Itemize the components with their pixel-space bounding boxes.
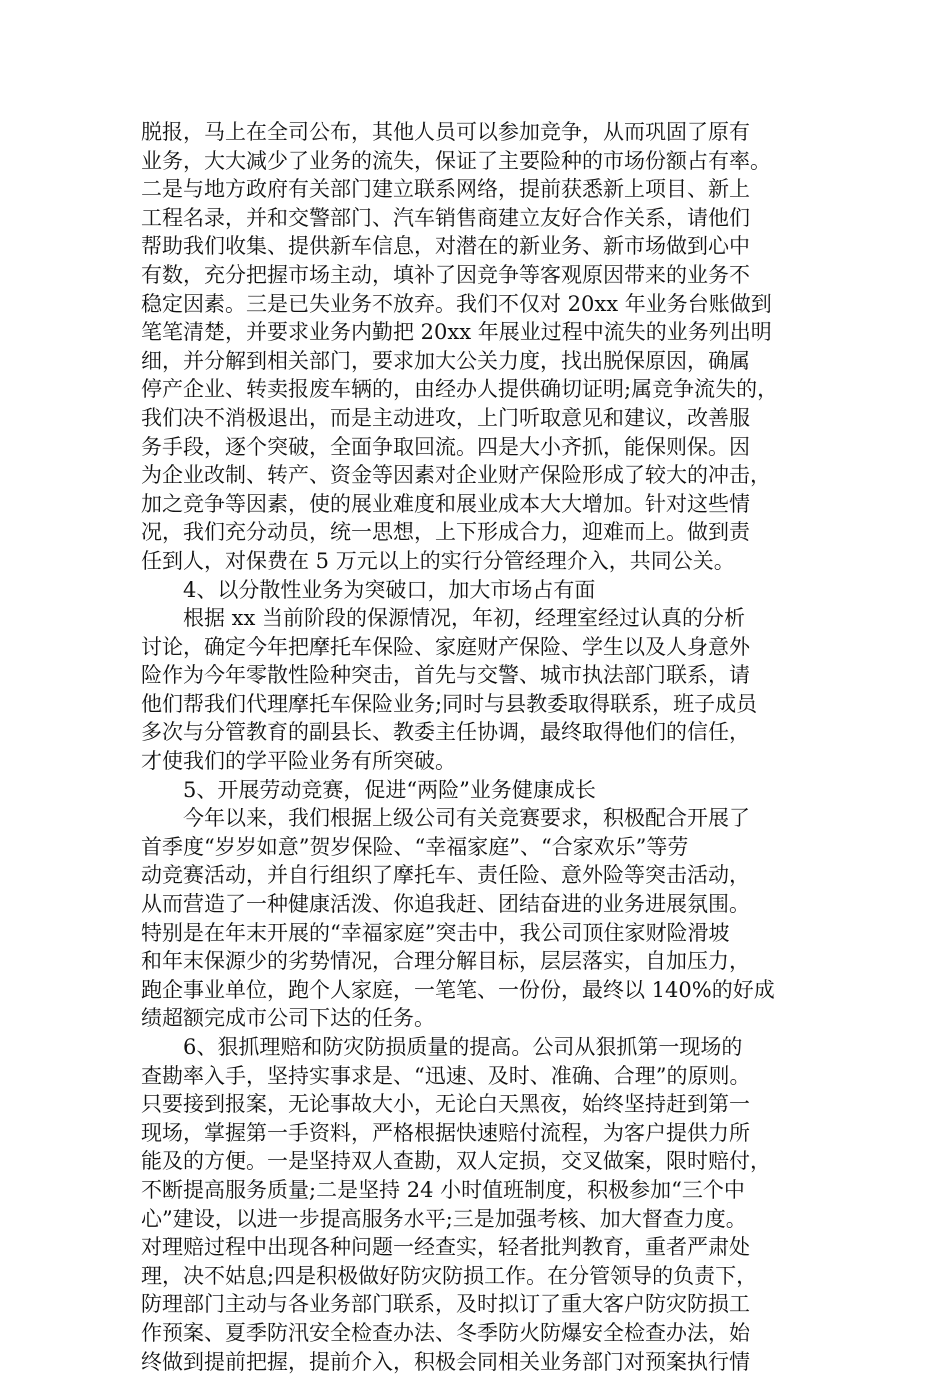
text-line: 理，决不姑息;四是积极做好防灾防损工作。在分管领导的负责下， — [141, 1263, 758, 1288]
text-line: 务手段，逐个突破，全面争取回流。四是大小齐抓，能保则保。因 — [141, 434, 750, 459]
text-line: 他们帮我们代理摩托车保险业务;同时与县教委取得联系，班子成员 — [141, 691, 758, 716]
text-line: 险作为今年零散性险种突击，首先与交警、城市执法部门联系，请 — [141, 663, 750, 688]
text-line: 不断提高服务质量;二是坚持 24 小时值班制度，积极参加“三个中 — [141, 1177, 745, 1202]
text-line: 今年以来，我们根据上级公司有关竞赛要求，积极配合开展了 — [183, 806, 750, 831]
text-line: 讨论，确定今年把摩托车保险、家庭财产保险、学生以及人身意外 — [141, 634, 750, 659]
text-line: 任到人，对保费在 5 万元以上的实行分管经理介入，共同公关。 — [141, 548, 735, 573]
text-line: 业务，大大减少了业务的流失，保证了主要险种的市场份额占有率。 — [141, 148, 771, 173]
text-line: 我们决不消极退出，而是主动进攻，上门听取意见和建议，改善服 — [141, 405, 750, 430]
text-line: 绩超额完成市公司下达的任务。 — [141, 1006, 435, 1031]
text-line: 笔笔清楚，并要求业务内勤把 20xx 年展业过程中流失的业务列出明 — [141, 320, 772, 345]
text-line: 停产企业、转卖报废车辆的，由经办人提供确切证明;属竞争流失的， — [141, 377, 779, 402]
text-line: 帮助我们收集、提供新车信息，对潜在的新业务、新市场做到心中 — [141, 234, 750, 259]
text-line: 工程名录，并和交警部门、汽车销售商建立友好合作关系，请他们 — [141, 205, 750, 230]
text-line: 终做到提前把握，提前介入，积极会同相关业务部门对预案执行情 — [141, 1349, 750, 1374]
text-line: 从而营造了一种健康活泼、你追我赶、团结奋进的业务进展氛围。 — [141, 892, 750, 917]
text-line: 脱报，马上在全司公布，其他人员可以参加竞争，从而巩固了原有 — [141, 120, 750, 144]
text-line: 6、狠抓理赔和防灾防损质量的提高。公司从狠抓第一现场的 — [183, 1035, 743, 1059]
text-line: 加之竞争等因素，使的展业难度和展业成本大大增加。针对这些情 — [141, 491, 750, 516]
document-body — [141, 118, 813, 1376]
text-line: 稳定因素。三是已失业务不放弃。我们不仅对 20xx 年业务台账做到 — [141, 291, 772, 316]
text-line: 现场，掌握第一手资料，严格根据快速赔付流程，为客户提供力所 — [141, 1120, 750, 1145]
text-line: 有数，充分把握市场主动，填补了因竞争等客观原因带来的业务不 — [141, 262, 750, 287]
text-line: 二是与地方政府有关部门建立联系网络，提前获悉新上项目、新上 — [141, 177, 750, 202]
text-line: 动竞赛活动，并自行组织了摩托车、责任险、意外险等突击活动， — [141, 863, 750, 888]
text-line: 查勘率入手，坚持实事求是、“迅速、及时、准确、合理”的原则。 — [141, 1063, 751, 1088]
text-line: 根据 xx 当前阶段的保源情况，年初，经理室经过认真的分析 — [183, 606, 746, 631]
text-line: 5、开展劳动竞赛，促进“两险”业务健康成长 — [183, 777, 596, 802]
text-line: 只要接到报案，无论事故大小，无论白天黑夜，始终坚持赶到第一 — [141, 1092, 750, 1117]
text-line: 多次与分管教育的副县长、教委主任协调，最终取得他们的信任， — [141, 720, 750, 745]
text-line: 和年末保源少的劣势情况，合理分解目标，层层落实，自加压力， — [141, 949, 750, 974]
text-line: 细，并分解到相关部门，要求加大公关力度，找出脱保原因，确属 — [141, 348, 750, 373]
text-line: 4、以分散性业务为突破口，加大市场占有面 — [183, 577, 596, 602]
text-line: 特别是在年末开展的“幸福家庭”突击中，我公司顶住家财险滑坡 — [141, 920, 730, 945]
text-line: 对理赔过程中出现各种问题一经查实，轻者批判教育，重者严肃处 — [141, 1235, 750, 1260]
text-line: 防理部门主动与各业务部门联系，及时拟订了重大客户防灾防损工 — [141, 1292, 750, 1317]
text-line: 才使我们的学平险业务有所突破。 — [141, 749, 456, 774]
text-line: 为企业改制、转产、资金等因素对企业财产保险形成了较大的冲击， — [141, 463, 771, 488]
text-line: 跑企事业单位，跑个人家庭，一笔笔、一份份，最终以 140%的好成 — [141, 977, 775, 1002]
text-line: 况，我们充分动员，统一思想，上下形成合力，迎难而上。做到责 — [141, 520, 750, 545]
text-line: 作预案、夏季防汛安全检查办法、冬季防火防爆安全检查办法，始 — [141, 1320, 750, 1345]
text-line: 首季度“岁岁如意”贺岁保险、“幸福家庭”、“合家欢乐”等劳 — [141, 834, 689, 859]
text-line: 能及的方便。一是坚持双人查勘，双人定损，交叉做案，限时赔付， — [141, 1149, 771, 1174]
text-line: 心”建设，以进一步提高服务水平;三是加强考核、加大督查力度。 — [141, 1206, 747, 1231]
